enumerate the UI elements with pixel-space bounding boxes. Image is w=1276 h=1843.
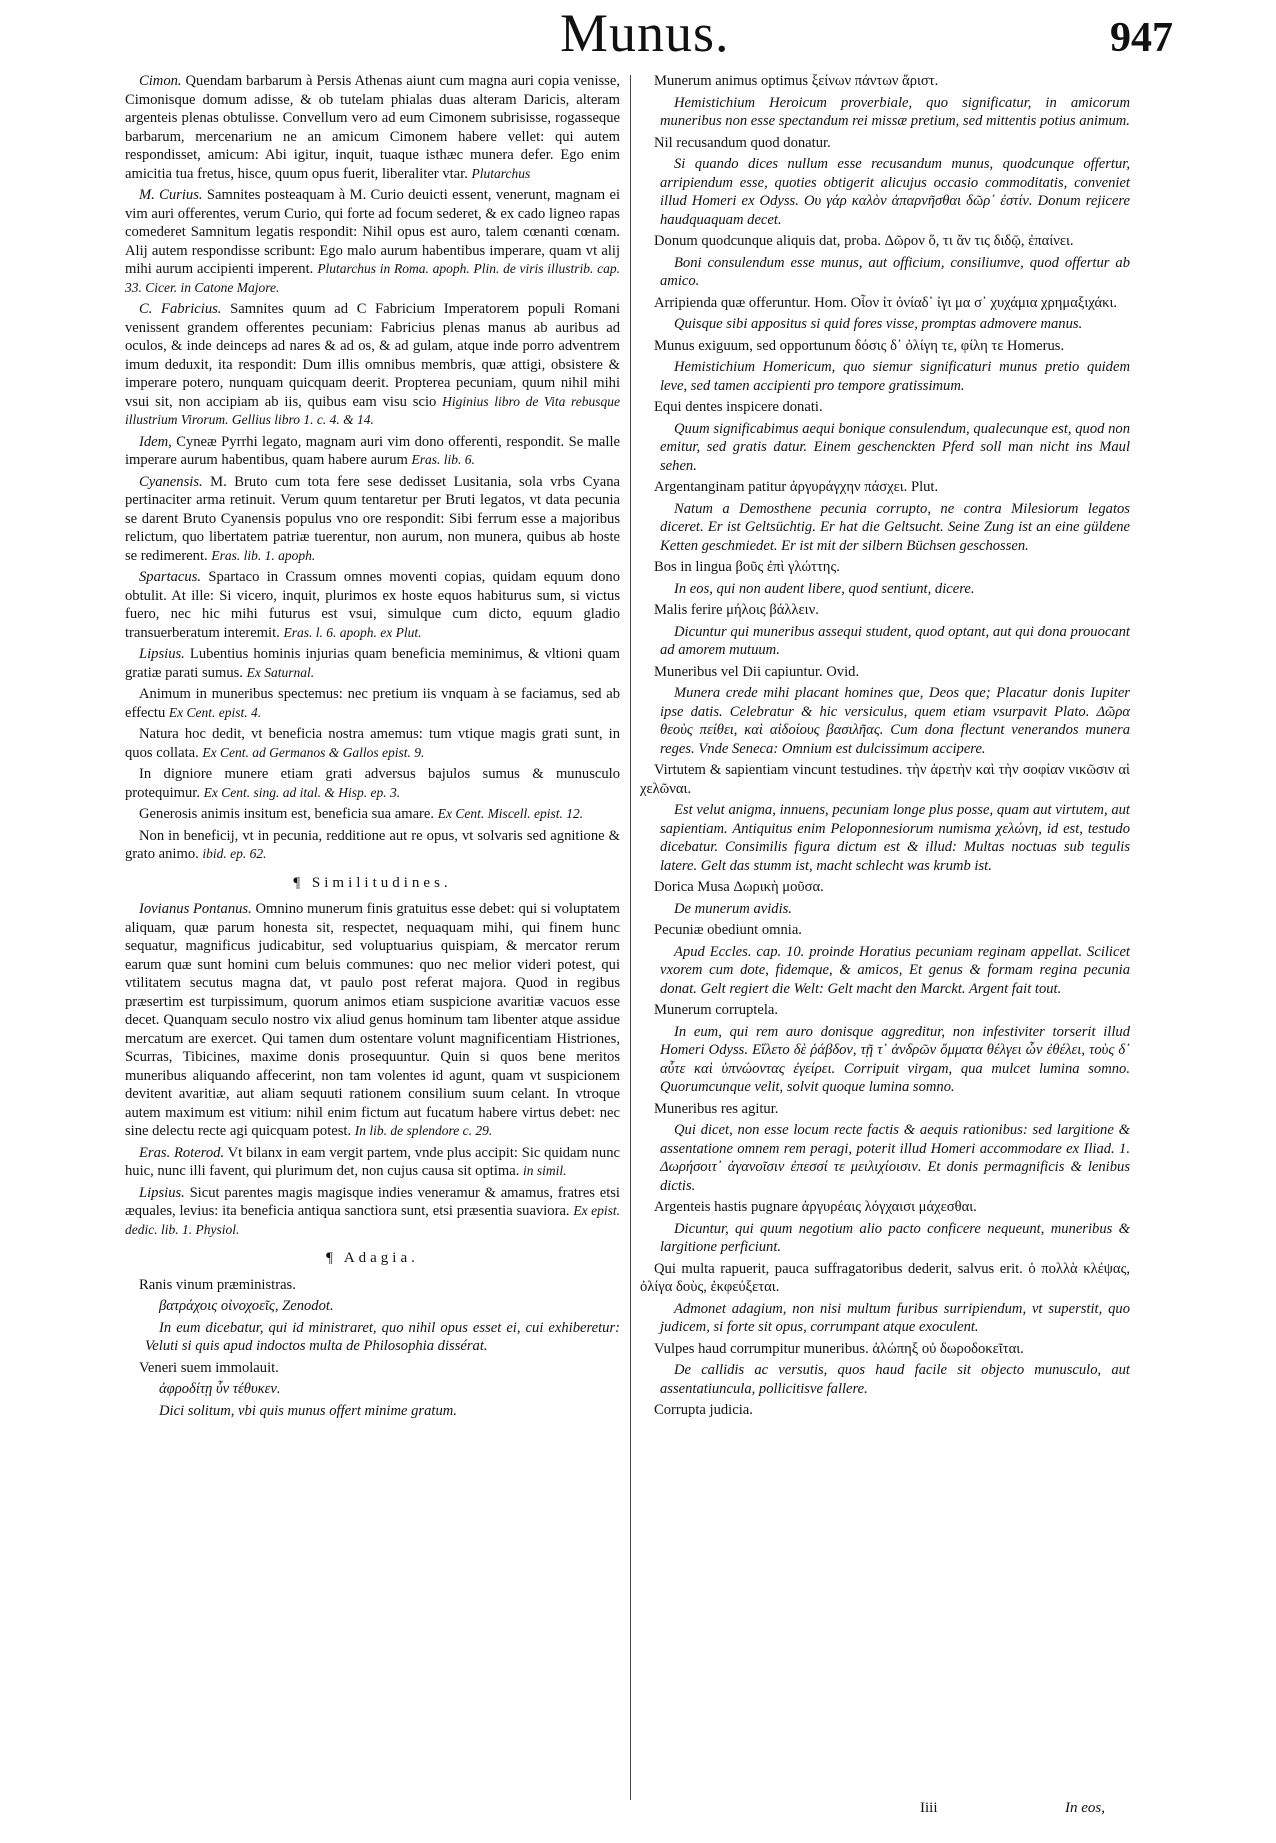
adage-main: Munus exiguum, sed opportunum — [654, 337, 852, 354]
adage-main: Qui multa rapuerit, pauca suffragatoribus dederit, salvus erit. — [654, 1260, 1023, 1277]
adage-note: Hemistichium Heroicum proverbiale, quo significatur, in amicorum muneribus non esse spectandum rei missæ pretium, sed mittentis potius animum. — [660, 94, 1130, 129]
adage-greek: ἀργυράγχην πάσχει. Plut. — [789, 479, 939, 495]
adage-entry — [640, 1100, 1130, 1119]
adage-main: Munerum animus optimus — [654, 73, 809, 89]
adage-note: Dici solitum, vbi quis munus offert minime gratum. — [159, 1402, 457, 1419]
entry-source: Eras. lib. 6. — [411, 452, 475, 467]
adage-greek: ξείνων πάντων ἄριστ. — [811, 73, 939, 89]
entry-source: Ex Cent. Miscell. epist. 12. — [437, 806, 584, 821]
adage-entry — [125, 1276, 620, 1295]
page-header — [0, 0, 1276, 80]
entry-label: Lipsius. — [139, 1184, 185, 1201]
adage-note: Boni consulendum esse munus, aut officium, consiliumve, quod offertur ab amico. — [660, 254, 1130, 289]
adage-note: In eum, qui rem auro donisque aggreditur, non infestiviter torserit illud Homeri Odyss. Εἵλετο δὲ ῥάβδον, τῇ τ᾿ ἀνδρῶν ὄμματα θέλγει ὧν ἐθέλει, τοὺς δ᾿ αὖτε καὶ ὑπνώοντας ἐγείρει. Corripuit virgam, qua mulcet lumina somno. Quorumcunque velit, solvit quoque lumina somno. — [660, 1023, 1130, 1095]
section-heading-similitudines: ¶ Similitudines. — [293, 874, 452, 891]
adage-main: Vulpes haud corrumpitur muneribus. — [654, 1340, 869, 1357]
entry-label: Spartacus. — [139, 569, 202, 585]
entry-text: M. Bruto cum tota fere sese dedisset Lusitania, sola vrbs Cyana pertinaciter arma retinuit. Verum quum tentaretur per Bruti legatos, vt data pecunia se darent Bruto Cyanensis populus vno ore respondit: Sibi ferrum esse a majoribus relictum, quo libertatem patriæ tuerentur, non aurum, non munera, quibus ab hoste se redimerent. — [125, 473, 620, 564]
text-entry — [125, 186, 620, 297]
entry-text: In digniore munere etiam grati adversus bajulos sumus & munusculo protequimur. — [125, 766, 620, 801]
entry-source: Ex Cent. sing. ad ital. & Hisp. ep. 3. — [203, 784, 401, 800]
catchword: In eos, — [1065, 1800, 1105, 1816]
similitudines-entries — [125, 900, 620, 1239]
adage-note: Est velut anigma, innuens, pecuniam longe plus posse, quam aut virtutem, aut sapientiam. Antiquitus enim Peloponnesiorum numisma χελώνη, id est, testudo dicebatur. Consimilis figura dictum est & illud: Multas noctuas sub tegulis latere. Gelt das stumm ist, macht schlecht was krumb ist. — [660, 802, 1130, 874]
adage-entry — [640, 761, 1130, 798]
entry-label: C. Fabricius. — [139, 301, 222, 317]
adage-main: Ranis vinum præministras. — [139, 1276, 296, 1293]
entry-source: Plutarchus in Roma. apoph. Plin. de viris illustrib. cap. 33. Cicer. in Catone Majore. — [125, 261, 620, 295]
entry-source: Ex Saturnal. — [246, 664, 315, 680]
text-entry — [125, 300, 620, 430]
text-entry — [125, 725, 620, 762]
entry-text: Cyneæ Pyrrhi legato, magnam auri vim dono offerenti, respondit. Se malle imperare aurum habentibus, quam habere aurum — [125, 433, 620, 468]
adage-entry — [640, 294, 1130, 313]
adage-note: ἀφροδίτῃ ὗν τέθυκεν. — [159, 1381, 281, 1397]
adage-entry — [640, 337, 1130, 356]
adage-greek: ἀλώπηξ οὐ δωροδοκεῖται. — [872, 1340, 1024, 1357]
adage-main: Malis ferire — [654, 602, 723, 618]
text-entry — [125, 685, 620, 722]
adage-main: Equi dentes inspicere donati. — [654, 399, 823, 415]
text-entry — [125, 900, 620, 1141]
adage-greek: Δωρικὴ μοῦσα. — [733, 879, 824, 895]
adage-main: Corrupta judicia. — [654, 1402, 753, 1418]
signature-mark: Iiii — [920, 1800, 938, 1816]
entry-text: Natura hoc dedit, vt beneficia nostra amemus: tum vtique magis grati sunt, in quos collata. — [125, 726, 620, 761]
adage-main: Donum quodcunque aliquis dat, proba. — [654, 233, 881, 249]
right-column — [640, 72, 1130, 1423]
section-heading-adagia: ¶ Adagia. — [326, 1250, 419, 1266]
adage-note: Quisque sibi appositus si quid fores visse, promptas admovere manus. — [674, 316, 1083, 332]
adage-note: Quum significabimus aequi bonique consulendum, qualecunque est, quod non emitur, sed gratis datur. Einem geschenckten Pferd soll man nicht ins Maul sehen. — [660, 420, 1130, 474]
adage-greek: βοῦς ἐπὶ γλώττης. — [735, 559, 840, 575]
page-title: Munus. — [560, 3, 730, 63]
adage-entry — [640, 72, 1130, 91]
adage-main: Muneribus vel Dii capiuntur. Ovid. — [654, 663, 860, 680]
entry-label: Cimon. — [139, 73, 182, 89]
text-entry — [125, 568, 620, 642]
adage-note: Munera crede mihi placant homines que, Deos que; Placatur donis Iupiter ipse datis. Celebratur & hic versiculus, quem etiam vsurpavit Plato. Δῶρα θεοὺς πείθει, καὶ αἰδοίους βασιλῆας. Cum dona flectunt venerandos munera reges. Vnde Seneca: Omnium est dulcissimum accipere. — [660, 685, 1130, 757]
entry-text: Samnites posteaquam à M. Curio deuicti essent, venerunt, magnam ei vim auri offerentes, verum Curio, qui forte ad focum sederet, & ex cado ligneo rapas comederet Samnitum legatis respondit: Nihil opus est auro, talem cœnanti cœnam. Alij autem respondisse scribunt: Ego malo aurum habentibus imperare, quam vt alij mihi aurum accipienti imperent. — [125, 187, 620, 277]
entry-text: Animum in muneribus spectemus: nec pretium iis vnquam à se faciamus, sed ab effectu — [125, 686, 620, 721]
text-entry — [125, 645, 620, 682]
entry-source: in simil. — [523, 1163, 567, 1178]
adage-entry — [640, 663, 1130, 682]
text-entry — [125, 1184, 620, 1240]
adage-note: Dicuntur, qui quum negotium alio pacto conficere nequeunt, muneribus & largitione perficiunt. — [660, 1220, 1130, 1255]
adage-note: In eum dicebatur, qui id ministraret, quo nihil opus esset ei, cui exhiberetur: Veluti si quis apud indoctos multa de Philosophia dissérat. — [145, 1319, 620, 1354]
entry-label: Cyanensis. — [139, 473, 203, 490]
adage-entry — [640, 1260, 1130, 1297]
entry-label: Iovianus Pontanus. — [139, 901, 252, 917]
entry-source: Ex Cent. ad Germanos & Gallos epist. 9. — [202, 744, 425, 760]
adage-main: Arripienda quæ offeruntur. Hom. — [654, 294, 848, 311]
adage-note: Hemistichium Homericum, quo siemur significaturi munus pretio quidem leve, sed tamen accipienti pro tempore gratissimum. — [660, 359, 1130, 394]
adage-main: Argenteis hastis pugnare — [654, 1199, 799, 1215]
entry-text: Quendam barbarum à Persis Athenas aiunt cum magna auri copia venisse, Cimonisque domum adisse, & ob tutelam phialas duas alteram Daricis, alteram argenteis plenas obtulisse. Convellum vero ad eum Cimonem subrisisse, rogasseque barbarum, mercenarium ne an amicum Cimonem habere vellet: qui autem respondisset, amicum: Abi igitur, inquit, tuaque isthæc munera defer. Ego enim amicitia tua fretus, hisce, quum opus fuerit, liberaliter vtar. — [125, 73, 620, 182]
adage-greek: ἀργυρέαις λόγχαισι μάχεσθαι. — [801, 1199, 977, 1215]
adage-entry — [640, 134, 1130, 153]
entry-source: Eras. l. 6. apoph. ex Plut. — [283, 624, 422, 640]
adage-greek: Οἷον ἰτ ὀνίαδ᾿ ἰγι μα σ᾿ χυχάμια χρημαξιχάκι. — [850, 294, 1118, 311]
adage-main: Nil recusandum quod donatur. — [654, 134, 831, 151]
adage-note: Admonet adagium, non nisi multum furibus surripiendum, vt superstit, quo judicem, si forte sit opus, corrumpant atque exoculent. — [660, 1300, 1130, 1335]
text-entry — [125, 765, 620, 802]
adage-note: De callidis ac versutis, quos haud facile sit objecto munusculo, aut assentatiuncula, pollicitisve fallere. — [660, 1362, 1130, 1397]
entry-label: Idem, — [139, 433, 172, 450]
entry-text: Samnites quum ad C Fabricium Imperatorem populi Romani venissent grandem offerentes pecuniam: Fabricius plenas manus ab auribus ad oculos, & inde deinceps ad nares & ad os, & ad gulam, atque inde porro adventrem imum deduxit, ita respondit: Dum illis omnibus membris, quæ attigi, obsistere & imperare potero, nunquam quicquam deerit. Propterea pecuniam, quum nihil mihi vsui sit, non accipiam ab iis, quibus eam visu scio — [125, 301, 621, 410]
adage-entry — [640, 398, 1130, 417]
entry-label: Eras. Roterod. — [139, 1144, 225, 1161]
adage-greek: ὁ πολλὰ κλέψας, ὀλίγα δοὺς, ἐκφεύξεται. — [640, 1260, 1130, 1295]
adage-greek: δόσις δ᾿ ὀλίγη τε, φίλη τε Homerus. — [854, 337, 1065, 354]
adagia-left-entries — [125, 1276, 620, 1421]
adage-main: Muneribus res agitur. — [654, 1100, 779, 1117]
entry-source: Ex epist. dedic. lib. 1. Physiol. — [125, 1203, 620, 1237]
adage-main: Pecuniæ obediunt omnia. — [654, 922, 802, 938]
adage-greek: τὴν ἀρετὴν καὶ τὴν σοφίαν νικῶσιν αἱ χελῶναι. — [640, 762, 1130, 797]
adage-entry — [640, 558, 1130, 577]
adage-entry — [640, 878, 1130, 897]
adage-entry — [640, 232, 1130, 251]
entry-text: Non in beneficij, vt in pecunia, redditione aut re opus, vt solvaris sed agnitione & grato animo. — [125, 827, 620, 862]
text-entry — [125, 805, 620, 824]
entry-label: Lipsius. — [139, 646, 185, 662]
adage-main: Veneri suem immolauit. — [139, 1359, 279, 1376]
adage-entry — [640, 921, 1130, 940]
text-entry — [125, 473, 620, 566]
right-entries — [640, 72, 1130, 1420]
adage-main: Dorica Musa — [654, 879, 730, 895]
page-number: 947 — [1110, 15, 1173, 61]
text-entry — [125, 433, 620, 470]
adage-note: Dicuntur qui muneribus assequi student, quod optant, aut qui dona prouocant ad amorem mutuum. — [660, 623, 1130, 658]
entry-source: In lib. de splendore c. 29. — [354, 1123, 493, 1138]
text-entry — [125, 72, 620, 183]
text-entry — [125, 827, 620, 864]
entry-text: Generosis animis insitum est, beneficia sua amare. — [139, 806, 435, 822]
entry-source: Higinius libro de Vita rebusque illustrium Virorum. Gellius libro 1. c. 4. & 14. — [125, 393, 620, 427]
entry-text: Lubentius hominis injurias quam beneficia meminimus, & vltioni quam gratiæ parati sumus. — [125, 646, 620, 681]
adage-note: Natum a Demosthene pecunia corrupto, ne contra Milesiorum legatos diceret. Er ist Geltsüchtig. Er hat die Geltsucht. Seine Zung ist an eine güldene Ketten geschmiedet. Er ist mit der silbern Büchsen geschossen. — [660, 500, 1130, 554]
adage-main: Virtutem & sapientiam vincunt testudines. — [654, 762, 903, 778]
adage-greek: Δῶρον ὅ, τι ἄν τις διδῷ, ἐπαίνει. — [884, 233, 1074, 249]
adage-note: De munerum avidis. — [674, 900, 792, 917]
adage-entry — [640, 601, 1130, 620]
entry-text: Omnino munerum finis gratuitus esse debet: qui si voluptatem aliquam, quæ parum honesta sit, respectet, nequaquam mihi, qui finem hunc sequatur, magnificus judicabitur, sed voluptuarius quispiam, & mercator rerum earum quæ sunt homini cum beluis communes: quo nec melior videri potest, qui vtilitatem secutus magna dat, vt paulo post referat majora. Quod in regibus præsertim est turpissimum, quorum animos etiam suspicione avaritiæ vacuos esse decet. Quanquam seculo nostro vix aliud genus hominum tam libenter atque assidue mercatum are exercet. Qui tamen dum ostentare volunt magnificentiam Histriones, Scurras, Tibicines, maxime donis prosequuntur. Quin si quos bene meritos muneribus aliquando affecerint, non tam volentes id agunt, quam vt suspicionem devitent avaritiæ, aut aliam sequuti rationem consilium suum celant. In vtroque autem maximum est vitium: nihil enim fictum aut fucatum habere virtus debet: nec sine delectu recte agi quicquam potest. — [125, 901, 620, 1139]
left-column — [125, 72, 620, 1423]
adage-greek: μήλοις βάλλειν. — [726, 602, 819, 618]
adage-note: βατράχοις οἰνοχοεῖς, Zenodot. — [159, 1298, 334, 1314]
adage-main: Munerum corruptela. — [654, 1002, 779, 1018]
adage-note: In eos, qui non audent libere, quod sentiunt, dicere. — [674, 580, 975, 597]
adage-main: Argentanginam patitur — [654, 479, 787, 495]
entry-source: Ex Cent. epist. 4. — [168, 704, 262, 720]
adage-note: Si quando dices nullum esse recusandum munus, quodcunque offertur, arripiendum esse, quoties obtigerit alicujus occasio commoditatis, conveniet illud Homeri ex Odyss. Ου γάρ καλὸν ἀπαρνῆσθαι δῶρ᾿ ἐστίν. Donum rejicere haudquaquam decet. — [660, 156, 1130, 228]
adage-main: Bos in lingua — [654, 559, 732, 575]
entry-text: Vt bilanx in eam vergit partem, vnde plus accipit: Sic quidam nunc huic, nunc illi favent, qui plurimum det, non cujus causa sit optima. — [125, 1144, 620, 1179]
left-entries — [125, 72, 620, 864]
adage-entry — [640, 1340, 1130, 1359]
entry-source: Eras. lib. 1. apoph. — [211, 547, 316, 563]
text-entry — [125, 1144, 620, 1181]
column-divider — [630, 75, 631, 1800]
entry-text: Sicut parentes magis magisque indies veneramur & amamus, fratres etsi æquales, levius: ita beneficia antiqua sanctiora sunt, etsi præsentia suaviora. — [125, 1184, 620, 1219]
entry-text: Spartaco in Crassum omnes moventi copias, quidam equum dono obtulit. At ille: Si vicero, inquit, plurimos ex hoste equos habiturus sum, si victus fuero, nec hic mihi futurus est vsui, simulque cum dicto, equum gladio transuerberatum interemit. — [125, 569, 620, 641]
adage-entry — [640, 1198, 1130, 1217]
entry-source: Plutarchus — [471, 165, 531, 181]
adage-note: Apud Eccles. cap. 10. proinde Horatius pecuniam reginam appellat. Scilicet vxorem cum dote, fidemque, & amicos, Et genus & formam regina pecunia donat. Gelt regiert die Welt: Gelt macht den Marckt. Argent fait tout. — [660, 943, 1130, 997]
adage-entry — [125, 1359, 620, 1378]
entry-source: ibid. ep. 62. — [202, 846, 267, 861]
adage-entry — [640, 478, 1130, 497]
adage-entry — [640, 1001, 1130, 1020]
adage-entry — [640, 1401, 1130, 1420]
entry-label: M. Curius. — [139, 187, 203, 203]
adage-note: Qui dicet, non esse locum recte factis & aequis rationibus: sed largitione & assentatione omnem rem peragi, poterit illud Homeri accommodare ex Iliad. 1. Δωρήσοιτ᾿ ἀγανοῖσιν ἐπεσσί τε μειλιχίοισιν. Et donis permagnificis & lenibus dictis. — [660, 1122, 1130, 1194]
